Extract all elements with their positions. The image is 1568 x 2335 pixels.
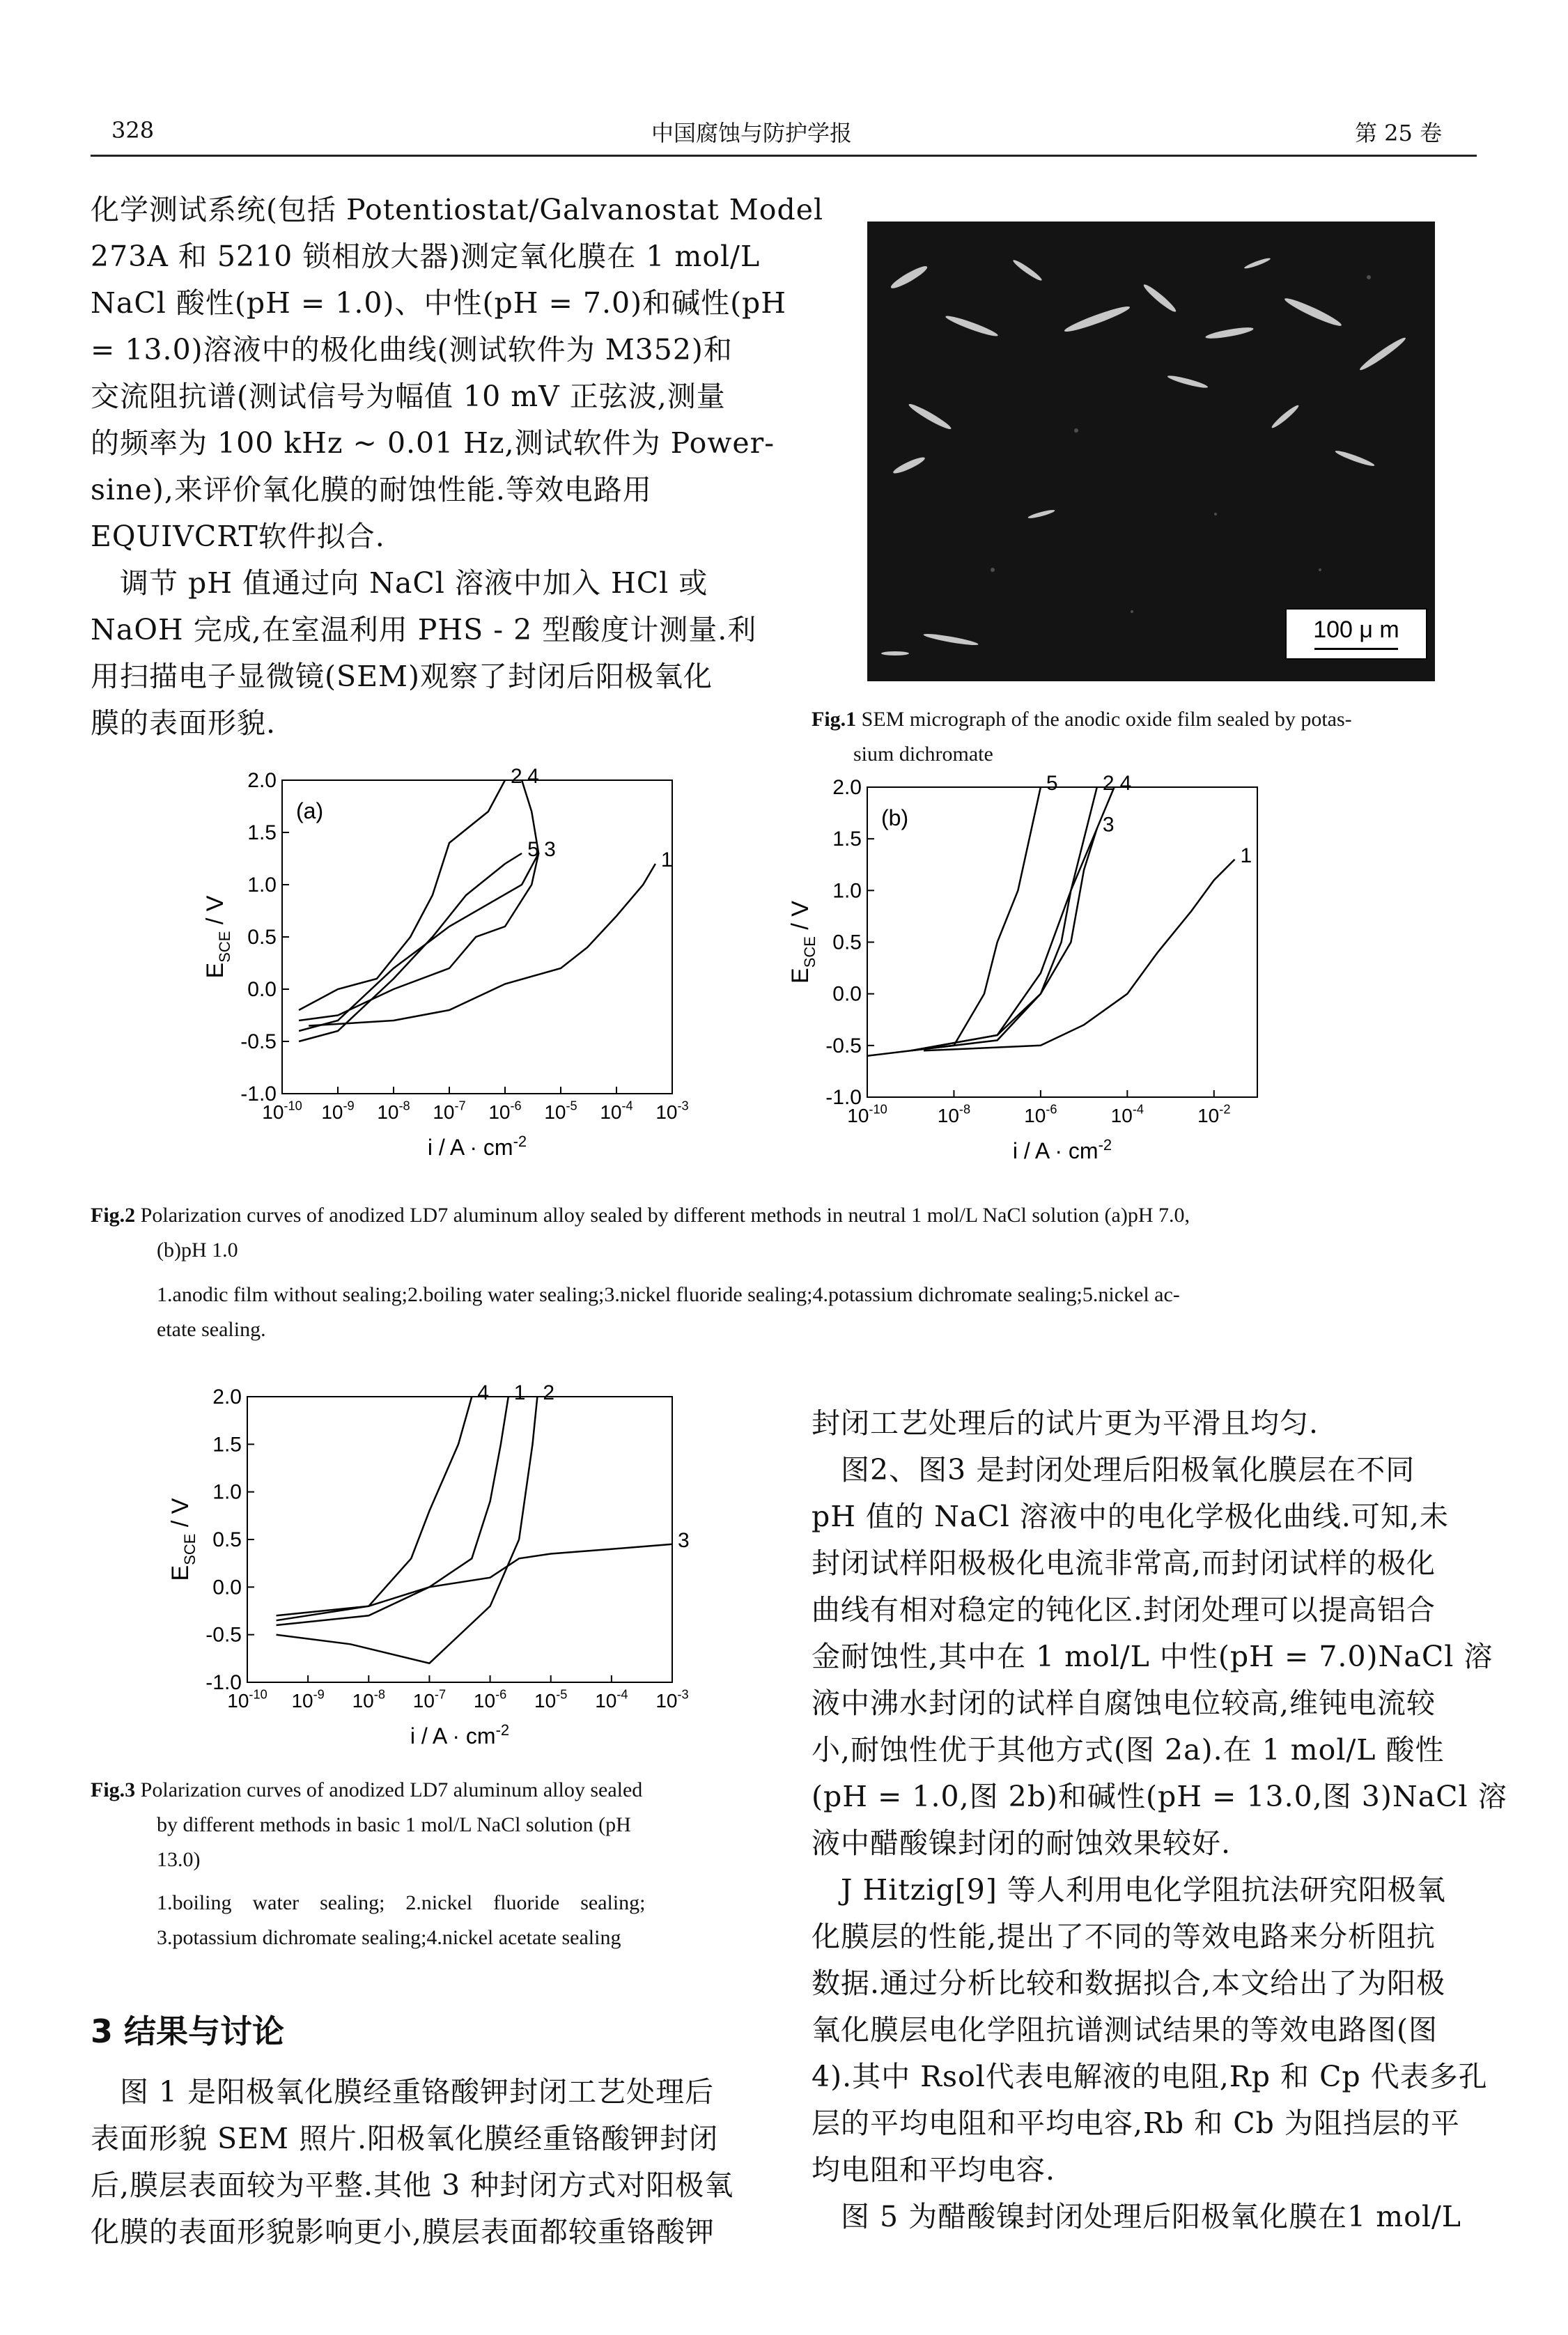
x-tick-label: $10^{-10}$ — [227, 1687, 267, 1712]
series-label-2: 2 — [543, 1381, 555, 1404]
y-tick-label: 0.0 — [247, 978, 277, 1001]
series-label-4: 4 — [477, 1381, 490, 1404]
series-label-4: 4 — [1119, 772, 1132, 795]
y-tick-label: 0.0 — [832, 982, 862, 1006]
panel-label: (a) — [296, 798, 324, 823]
text-line: = 13.0)溶液中的极化曲线(测试软件为 M352)和 — [91, 333, 733, 366]
text-line: 表面形貌 SEM 照片.阳极氧化膜经重铬酸钾封闭 — [91, 2122, 719, 2155]
fig1-caption — [812, 702, 1480, 772]
y-tick-label: -0.5 — [205, 1623, 242, 1647]
fig3-label: Fig.3 — [91, 1778, 136, 1801]
series-line-2 — [299, 780, 505, 1010]
x-tick-label: $10^{-9}$ — [321, 1099, 355, 1123]
series-label-1: 1 — [1240, 844, 1252, 867]
text-line: 液中醋酸镍封闭的耐蚀效果较好. — [812, 1826, 1232, 1860]
text-line: 数据.通过分析比较和数据拟合,本文给出了为阳极 — [812, 1966, 1446, 2000]
y-tick-label: -1.0 — [825, 1086, 862, 1109]
text-line: 曲线有相对稳定的钝化区.封闭处理可以提高铝合 — [812, 1593, 1436, 1627]
text-line: 膜的表面形貌. — [91, 706, 277, 740]
scale-bar-line — [1314, 648, 1398, 650]
text-line: 4).其中 Rsol代表电解液的电阻,Rp 和 Cp 代表多孔 — [812, 2060, 1488, 2093]
volume-label: 第 25 卷 — [1355, 120, 1443, 146]
page-number: 328 — [111, 117, 155, 143]
right-column-bottom — [812, 1400, 1507, 2240]
text-line: sine),来评价氧化膜的耐蚀性能.等效电路用 — [91, 473, 652, 506]
fig1-caption-text: SEM micrograph of the anodic oxide film sealed by potas- — [861, 708, 1352, 731]
series-label-2: 2 — [511, 765, 522, 788]
y-tick-label: 2.0 — [247, 769, 277, 792]
x-tick-label: $10^{-3}$ — [655, 1099, 689, 1123]
x-tick-label: $10^{-10}$ — [262, 1099, 302, 1123]
fig3-caption — [91, 1773, 759, 1955]
series-line-4 — [277, 1397, 472, 1615]
scale-bar-label: 100 μ m — [1313, 616, 1399, 643]
text-line: NaOH 完成,在室温利用 PHS - 2 型酸度计测量.利 — [91, 613, 757, 646]
series-label-3: 3 — [678, 1528, 690, 1552]
y-tick-label: 1.0 — [832, 879, 862, 903]
x-tick-label: $10^{-9}$ — [291, 1687, 325, 1712]
y-tick-label: 1.5 — [247, 821, 277, 844]
text-line: 用扫描电子显微镜(SEM)观察了封闭后阳极氧化 — [91, 660, 713, 693]
x-axis-label: $i / A \cdot cm^{-2}$ — [427, 1133, 527, 1160]
series-line-4 — [910, 787, 1114, 1050]
series-label-1: 1 — [513, 1381, 526, 1404]
x-tick-label: $10^{-4}$ — [595, 1687, 628, 1712]
x-tick-label: $10^{-10}$ — [847, 1102, 887, 1126]
x-tick-label: $10^{-2}$ — [1197, 1102, 1231, 1126]
y-tick-label: 1.0 — [212, 1480, 242, 1504]
y-tick-label: 1.5 — [832, 828, 862, 851]
y-tick-label: -0.5 — [825, 1034, 862, 1057]
y-tick-label: 1.0 — [247, 874, 277, 897]
y-tick-label: -0.5 — [240, 1030, 277, 1053]
series-label-5: 5 — [527, 838, 539, 861]
fig3-caption-text-3: 13.0) — [157, 1848, 201, 1871]
series-label-4: 4 — [527, 765, 539, 788]
text-line: pH 值的 NaCl 溶液中的电化学极化曲线.可知,未 — [812, 1500, 1449, 1533]
fig1-label: Fig.1 — [812, 708, 857, 731]
fig3-legend-2: 3.potassium dichromate sealing;4.nickel acetate sealing — [157, 1926, 621, 1949]
series-line-1 — [924, 860, 1235, 1051]
x-tick-label: $10^{-3}$ — [655, 1687, 689, 1712]
left-column-bottom — [91, 2069, 759, 2256]
text-line: 后,膜层表面较为平整.其他 3 种封闭方式对阳极氧 — [91, 2169, 734, 2202]
text-line: NaCl 酸性(pH = 1.0)、中性(pH = 7.0)和碱性(pH — [91, 286, 787, 320]
x-axis-label: $i / A \cdot cm^{-2}$ — [1012, 1136, 1112, 1163]
y-axis-label: $E_{SCE}$ / V — [202, 895, 233, 979]
series-label-5: 5 — [1046, 772, 1058, 795]
text-line: 层的平均电阻和平均电容,Rb 和 Cb 为阻挡层的平 — [812, 2107, 1460, 2140]
text-line: 封闭试样阳极极化电流非常高,而封闭试样的极化 — [812, 1546, 1436, 1580]
text-line: EQUIVCRT软件拟合. — [91, 520, 385, 553]
y-tick-label: -1.0 — [205, 1671, 242, 1694]
series-line-3 — [910, 828, 1097, 1050]
text-line: 封闭工艺处理后的试片更为平滑且均匀. — [812, 1406, 1319, 1440]
header-rule — [91, 155, 1477, 157]
series-line-5 — [299, 853, 522, 1041]
text-line: 化膜的表面形貌影响更小,膜层表面都较重铬酸钾 — [91, 2215, 715, 2249]
left-column-top — [91, 187, 824, 747]
y-axis-label: $E_{SCE}$ / V — [787, 901, 818, 984]
x-tick-label: $10^{-8}$ — [937, 1102, 971, 1126]
series-line-2 — [910, 787, 1097, 1050]
y-tick-label: 0.5 — [247, 926, 277, 949]
text-line: (pH = 1.0,图 2b)和碱性(pH = 13.0,图 3)NaCl 溶 — [812, 1780, 1507, 1813]
panel-label: (b) — [881, 805, 909, 830]
x-tick-label: $10^{-4}$ — [1110, 1102, 1144, 1126]
x-tick-label: $10^{-8}$ — [352, 1687, 385, 1712]
x-tick-label: $10^{-7}$ — [412, 1687, 447, 1712]
fig2-legend-1: 1.anodic film without sealing;2.boiling water sealing;3.nickel fluoride sealing;4.potassium dichromate sealing;5.nickel ac- — [157, 1283, 1180, 1306]
text-line: 图 5 为醋酸镍封闭处理后阳极氧化膜在1 mol/L — [812, 2200, 1461, 2233]
fig2-caption — [91, 1198, 1484, 1347]
journal-title: 中国腐蚀与防护学报 — [651, 120, 853, 146]
text-line: 图 1 是阳极氧化膜经重铬酸钾封闭工艺处理后 — [91, 2075, 715, 2109]
fig3-legend-1: 1.boiling water sealing; 2.nickel fluoride sealing; — [157, 1891, 646, 1914]
fig1-caption-text-2: sium dichromate — [853, 743, 993, 766]
x-tick-label: $10^{-7}$ — [433, 1099, 466, 1123]
sem-micrograph — [867, 222, 1435, 681]
y-tick-label: -1.0 — [240, 1083, 277, 1106]
fig2-label: Fig.2 — [91, 1204, 136, 1227]
section-heading: 3 结果与讨论 — [91, 2012, 285, 2050]
text-line: 交流阻抗谱(测试信号为幅值 10 mV 正弦波,测量 — [91, 380, 726, 413]
y-tick-label: 0.5 — [832, 931, 862, 954]
text-line: 金耐蚀性,其中在 1 mol/L 中性(pH = 7.0)NaCl 溶 — [812, 1640, 1493, 1673]
x-tick-label: $10^{-6}$ — [488, 1099, 522, 1123]
x-tick-label: $10^{-6}$ — [473, 1687, 507, 1712]
fig2-caption-text: Polarization curves of anodized LD7 aluminum alloy sealed by different methods in neutral 1 mol/L NaCl solution (a)pH 7.0, — [140, 1204, 1190, 1227]
fig3-caption-text: Polarization curves of anodized LD7 aluminum alloy sealed — [140, 1778, 643, 1801]
series-line-4 — [299, 780, 538, 1031]
series-line-2 — [277, 1397, 538, 1663]
chart-fig2a — [153, 763, 724, 1174]
fig2-caption-text-2: (b)pH 1.0 — [157, 1239, 238, 1262]
y-tick-label: 2.0 — [212, 1386, 242, 1409]
chart-fig3 — [153, 1376, 724, 1766]
series-label-2: 2 — [1102, 772, 1115, 795]
series-line-1 — [277, 1397, 509, 1625]
fig2-legend-2: etate sealing. — [157, 1318, 266, 1341]
text-line: 化膜层的性能,提出了不同的等效电路来分析阻抗 — [812, 1920, 1436, 1953]
text-line: 均电阻和平均电容. — [812, 2153, 1056, 2187]
y-tick-label: 0.0 — [212, 1576, 242, 1599]
y-tick-label: 1.5 — [212, 1433, 242, 1457]
x-tick-label: $10^{-4}$ — [600, 1099, 633, 1123]
series-label-3: 3 — [1102, 813, 1115, 837]
y-tick-label: 0.5 — [212, 1528, 242, 1551]
x-tick-label: $10^{-6}$ — [1024, 1102, 1057, 1126]
chart-fig2b — [763, 766, 1306, 1177]
fig3-caption-text-2: by different methods in basic 1 mol/L NaCl solution (pH — [157, 1813, 631, 1836]
x-tick-label: $10^{-8}$ — [377, 1099, 410, 1123]
x-tick-label: $10^{-5}$ — [534, 1687, 568, 1712]
text-line: 化学测试系统(包括 Potentiostat/Galvanostat Model — [91, 193, 824, 226]
y-tick-label: 2.0 — [832, 776, 862, 799]
x-axis-label: $i / A \cdot cm^{-2}$ — [410, 1721, 510, 1748]
series-label-1: 1 — [660, 848, 673, 871]
series-label-3: 3 — [544, 838, 556, 861]
text-line: 液中沸水封闭的试样自腐蚀电位较高,维钝电流较 — [812, 1686, 1436, 1720]
scale-bar — [1285, 608, 1427, 660]
y-axis-label: $E_{SCE}$ / V — [167, 1498, 199, 1581]
series-line-1 — [309, 864, 655, 1026]
x-tick-label: $10^{-5}$ — [544, 1099, 577, 1123]
text-line: 图2、图3 是封闭处理后阳极氧化膜层在不同 — [812, 1453, 1415, 1487]
text-line: 调节 pH 值通过向 NaCl 溶液中加入 HCl 或 — [91, 566, 708, 600]
series-line-3 — [299, 853, 538, 1021]
text-line: 的频率为 100 kHz ~ 0.01 Hz,测试软件为 Power- — [91, 426, 775, 460]
text-line: 氧化膜层电化学阻抗谱测试结果的等效电路图(图 — [812, 2013, 1438, 2047]
text-line: J Hitzig[9] 等人利用电化学阻抗法研究阳极氧 — [812, 1873, 1446, 1907]
text-line: 273A 和 5210 锁相放大器)测定氧化膜在 1 mol/L — [91, 240, 761, 273]
text-line: 小,耐蚀性优于其他方式(图 2a).在 1 mol/L 酸性 — [812, 1733, 1445, 1767]
